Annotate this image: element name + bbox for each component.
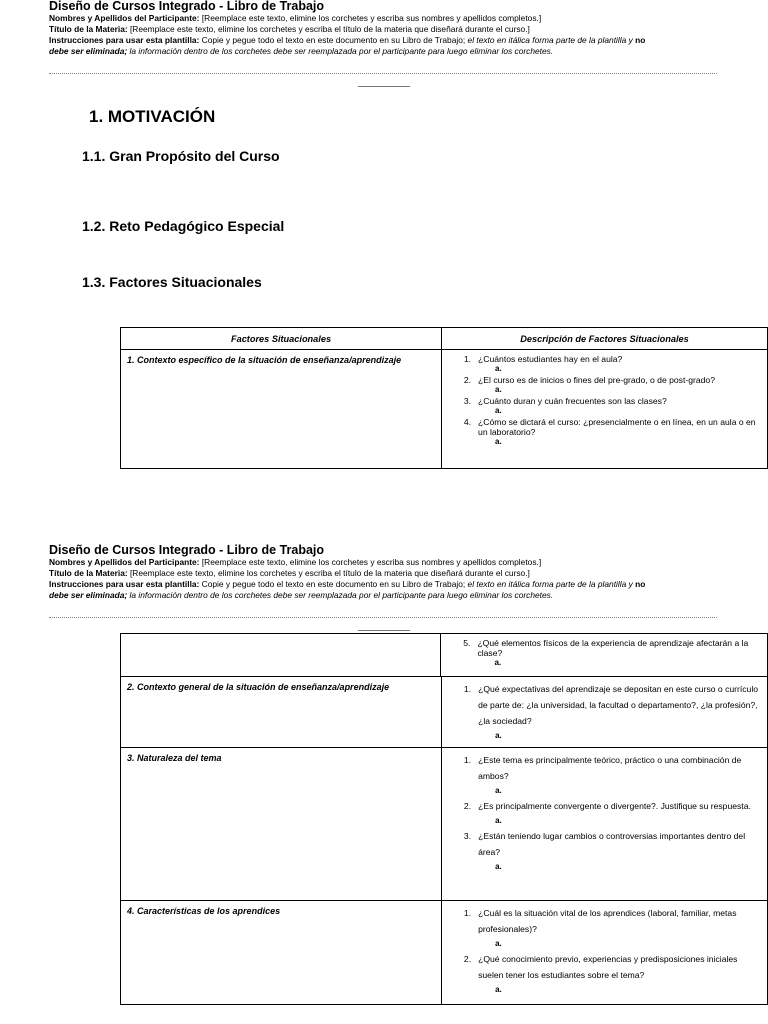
subject-text-2: [Reemplace este texto, elimine los corchetes y escriba el título de la materia que diseñará durante el curso.] [129, 568, 530, 578]
instructions-text-2: Copie y pegue todo el texto en este documento en su Libro de Trabajo; [201, 579, 466, 589]
subheading-reto-pedagogico: 1.2. Reto Pedagógico Especial [82, 218, 285, 234]
list-item: 4. ¿Cómo se dictará el curso: ¿presencialmente o en línea, en un aula o en un laboratorio? a. [463, 417, 756, 446]
list-item: 1. ¿Qué expectativas del aprendizaje se depositan en este curso o currículo de parte de: ¿la universidad, la facultad o departamento?, ¿la profesión?, ¿la sociedad? a. [463, 684, 759, 740]
factors-table-2 [120, 633, 768, 677]
header-short-rule-2 [358, 630, 410, 631]
question-cell[interactable] [442, 677, 768, 748]
factors-table-2b [120, 676, 768, 1005]
list-item: 1. ¿Cuántos estudiantes hay en el aula? a. [463, 354, 623, 373]
question-cell[interactable] [441, 634, 768, 677]
column-header-descripcion: Descripción de Factores Situacionales [442, 328, 768, 350]
instructions-italic-2: la información dentro de los corchetes debe ser reemplazada por el participante para luego eliminar los corchetes. [129, 46, 554, 56]
instructions-italic: el texto en itálica forma parte de la plantilla y [467, 35, 633, 45]
list-item: 2. ¿Es principalmente convergente o divergente?. Justifique su respuesta. a. [463, 801, 751, 825]
subheading-gran-proposito: 1.1. Gran Propósito del Curso [82, 148, 280, 164]
header-divider [49, 73, 717, 74]
doc-title-2: Diseño de Cursos Integrado - Libro de Trabajo [49, 543, 325, 557]
name-text: [Reemplace este texto, elimine los corchetes y escriba sus nombres y apellidos completos.] [201, 13, 542, 23]
subject-label: Título de la Materia: [49, 24, 128, 34]
name-text-2: [Reemplace este texto, elimine los corchetes y escriba sus nombres y apellidos completos.] [201, 557, 542, 567]
instructions-bold: no [635, 35, 646, 45]
row-label-contexto-general: 2. Contexto general de la situación de enseñanza/aprendizaje [121, 677, 442, 748]
empty-cell [121, 634, 441, 677]
list-item: 3. ¿Están teniendo lugar cambios o controversias importantes dentro del área? a. [463, 831, 746, 871]
list-item: 5. ¿Qué elementos físicos de la experiencia de aprendizaje afectarán a la clase? a. [463, 638, 749, 667]
instructions-text: Copie y pegue todo el texto en este documento en su Libro de Trabajo; [201, 35, 466, 45]
question-cell[interactable] [442, 350, 768, 469]
instructions-italic-4: la información dentro de los corchetes debe ser reemplazada por el participante para luego eliminar los corchetes. [129, 590, 554, 600]
subheading-factores: 1.3. Factores Situacionales [82, 274, 262, 290]
factors-table-1 [120, 327, 768, 469]
question-cell[interactable] [442, 748, 768, 901]
name-label-2: Nombres y Apellidos del Participante: [49, 557, 200, 567]
list-item: 3. ¿Cuánto duran y cuán frecuentes son las clases? a. [463, 396, 667, 415]
header-short-rule [358, 86, 410, 87]
list-item: 2. ¿Qué conocimiento previo, experiencias y predisposiciones iniciales suelen tener los estudiantes sobre el tema? a. [463, 954, 738, 994]
question-cell[interactable] [442, 901, 768, 1005]
column-header-factores: Factores Situacionales [121, 328, 442, 350]
subject-text: [Reemplace este texto, elimine los corchetes y escriba el título de la materia que diseñará durante el curso.] [129, 24, 530, 34]
row-label-contexto-especifico: 1. Contexto específico de la situación de enseñanza/aprendizaje [121, 350, 442, 469]
row-label-caracteristicas: 4. Características de los aprendices [121, 901, 442, 1005]
instructions-bold-italic-2: debe ser eliminada; [49, 590, 128, 600]
instructions-label-2: Instrucciones para usar esta plantilla: [49, 579, 200, 589]
list-item: 1. ¿Cuál es la situación vital de los aprendices (laboral, familiar, metas profesionales)? a. [463, 908, 737, 948]
instructions-bold-2: no [635, 579, 646, 589]
page-header [49, 0, 717, 57]
page-header-2 [49, 544, 717, 601]
instructions-italic-3: el texto en itálica forma parte de la plantilla y [467, 579, 633, 589]
instructions-label: Instrucciones para usar esta plantilla: [49, 35, 200, 45]
subject-label-2: Título de la Materia: [49, 568, 128, 578]
doc-title: Diseño de Cursos Integrado - Libro de Trabajo [49, 0, 325, 13]
instructions-bold-italic: debe ser eliminada; [49, 46, 128, 56]
name-label: Nombres y Apellidos del Participante: [49, 13, 200, 23]
row-label-naturaleza: 3. Naturaleza del tema [121, 748, 442, 901]
section-heading: 1. MOTIVACIÓN [89, 107, 216, 126]
header-divider-2 [49, 617, 717, 618]
list-item: 1. ¿Este tema es principalmente teórico, práctico o una combinación de ambos? a. [463, 755, 742, 795]
list-item: 2. ¿El curso es de inicios o fines del pre-grado, o de post-grado? a. [463, 375, 715, 394]
